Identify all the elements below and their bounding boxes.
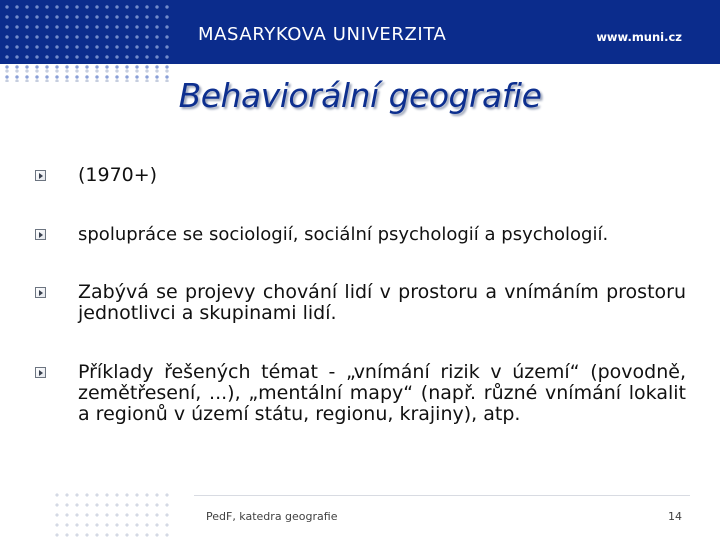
university-name: MASARYKOVA UNIVERZITA [198, 24, 447, 45]
page-number: 14 [668, 510, 682, 523]
bullet-arrow-icon [35, 170, 46, 181]
bullet-item: Zabývá se projevy chování lidí v prostoru a vnímáním prostoru jednotlivci a skupinami lidí. [78, 281, 686, 324]
footer-divider [194, 495, 690, 496]
footer-dot-pattern [50, 488, 170, 540]
slide-title: Behaviorální geografie [178, 76, 542, 115]
bullet-item: spolupráce se sociologií, sociální psychologií a psychologií. [78, 224, 609, 245]
bullet-arrow-icon [35, 287, 46, 298]
university-url: www.muni.cz [596, 30, 682, 44]
bullet-arrow-icon [35, 367, 46, 378]
footer-department: PedF, katedra geografie [206, 510, 338, 523]
bullet-item: (1970+) [78, 164, 158, 186]
bullet-item: Příklady řešených témat - „vnímání rizik v území“ (povodně, zemětřesení, ...), „mentální mapy“ (např. různé vnímání lokalit a regionů v území státu, regionu, krajiny), atp. [78, 361, 686, 425]
bullet-arrow-icon [35, 229, 46, 240]
